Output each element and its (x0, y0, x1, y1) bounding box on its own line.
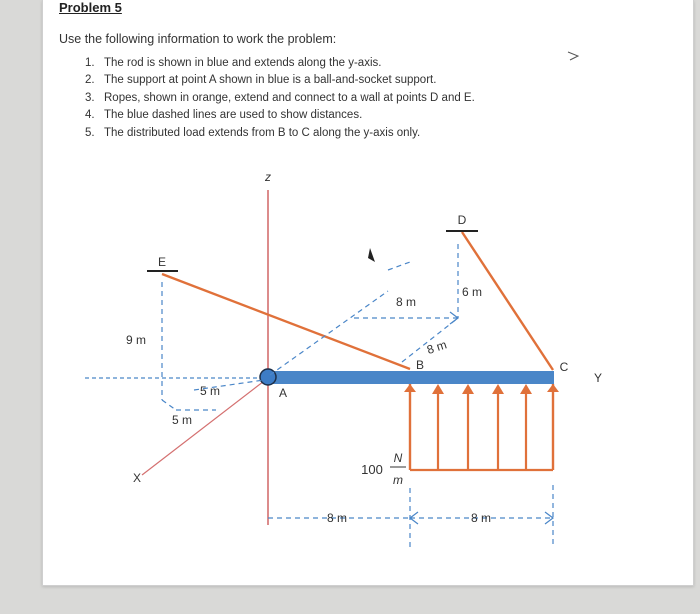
dim-5m-a: 5 m (199, 384, 221, 398)
point-c-label: C (559, 360, 569, 374)
distance-dashes (162, 244, 553, 548)
pen-mark (568, 52, 578, 60)
problem-title: Problem 5 (59, 0, 122, 15)
instruction-item: 2. The support at point A shown in blue is a ball-and-socket support. (85, 74, 437, 87)
dim-8m-mid: 8 m (425, 337, 449, 357)
z-axis-label: z (265, 170, 271, 184)
ball-socket-support (260, 369, 276, 385)
point-d-label: D (457, 213, 467, 227)
problem-intro: Use the following information to work the problem: (59, 32, 337, 46)
dim-8m-bottom-right: 8 m (470, 511, 492, 525)
load-unit-numerator: N (393, 451, 403, 465)
instruction-item: 4. The blue dashed lines are used to show distances. (85, 109, 363, 122)
instruction-item: 3. Ropes, shown in orange, extend and connect to a wall at points D and E. (85, 91, 475, 104)
dim-8m-bottom-left: 8 m (326, 511, 348, 525)
rope-d-to-c (462, 232, 553, 370)
instruction-item: 5. The distributed load extends from B to C along the y-axis only. (85, 126, 421, 139)
rope-e-to-b (162, 274, 410, 369)
point-b-label: B (415, 358, 425, 372)
dim-6m: 6 m (461, 285, 483, 299)
y-axis-label: Y (593, 371, 603, 385)
load-arrows (404, 384, 559, 470)
direction-arrow-marker (368, 248, 375, 262)
dim-5m-b: 5 m (171, 413, 193, 427)
dim-8m-top: 8 m (395, 295, 417, 309)
rod (268, 371, 554, 384)
dim-9m: 9 m (125, 333, 147, 347)
point-a-label: A (278, 386, 288, 400)
load-magnitude: 100 (361, 462, 383, 477)
point-e-label: E (157, 255, 167, 269)
x-axis-label: X (132, 471, 142, 485)
load-unit-denominator: m (393, 473, 403, 487)
instruction-item: 1. The rod is shown in blue and extends along the y-axis. (85, 57, 382, 69)
